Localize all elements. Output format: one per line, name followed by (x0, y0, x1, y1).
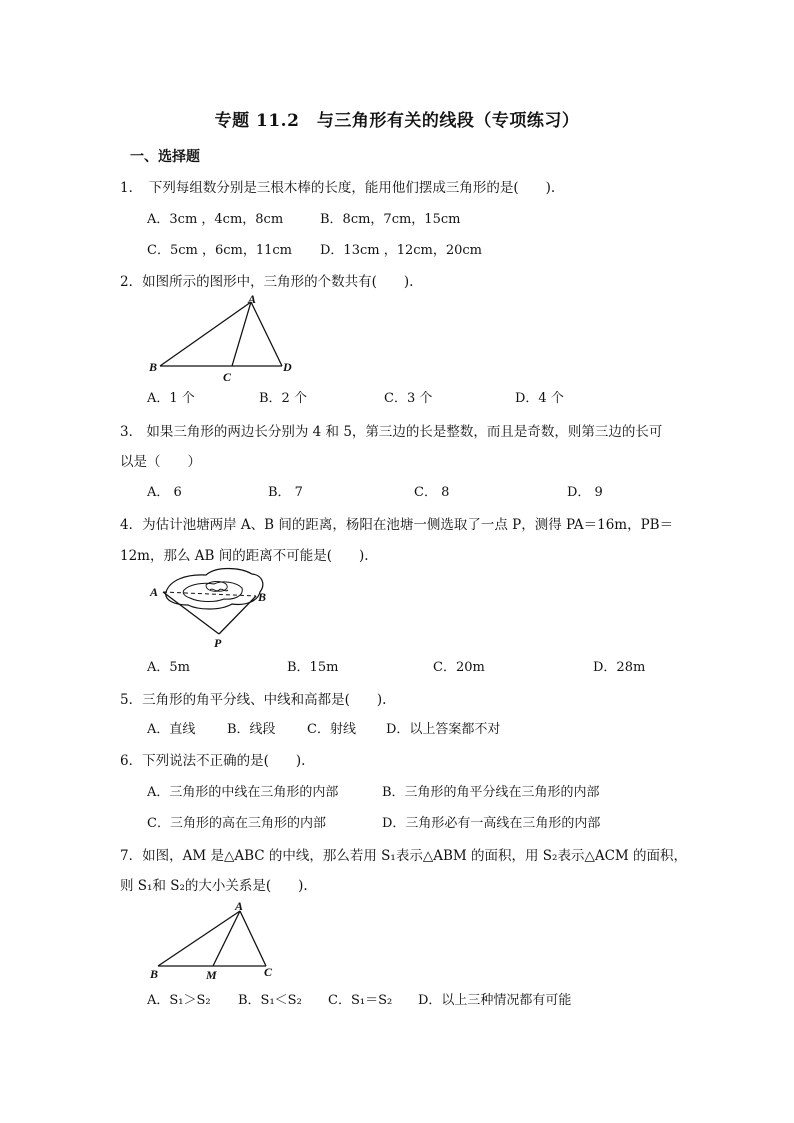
q6-option-a: A．三角形的中线在三角形的内部 (147, 785, 339, 800)
q1-option-d: D．13cm ，12cm，20cm (320, 243, 483, 258)
q2-label-c: C (223, 370, 232, 384)
q5-option-a: A．直线 (147, 722, 196, 737)
q5-option-c: C．射线 (307, 722, 356, 737)
q3-option-b: B． 7 (268, 485, 303, 500)
q7-label-a: A (235, 899, 244, 913)
q4-option-d: D．28m (593, 660, 646, 675)
q1-option-b: B．8cm，7cm，15cm (320, 212, 461, 227)
q3-option-c: C． 8 (414, 485, 450, 500)
q7-option-b: B．S₁＜S₂ (238, 993, 302, 1008)
q3-stem-line1: 3． 如果三角形的两边长分别为 4 和 5，第三边的长是整数，而且是奇数，则第三边的长可 (120, 424, 663, 440)
page-title: 专题 11.2 与三角形有关的线段（专项练习） (214, 111, 580, 131)
q1-option-a: A．3cm ，4cm，8cm (147, 212, 284, 227)
q2-option-c: C．3 个 (384, 391, 433, 406)
q6-option-c: C．三角形的高在三角形的内部 (147, 816, 326, 831)
q3-stem-line2: 以是（ ） (120, 454, 201, 470)
q4-label-a: A (150, 585, 159, 599)
q2-label-b: B (149, 360, 158, 374)
q4-option-b: B．15m (287, 660, 339, 675)
q2-option-d: D．4 个 (515, 391, 564, 406)
q7-option-d: D．以上三种情况都有可能 (418, 993, 572, 1008)
q4-option-c: C．20m (433, 660, 485, 675)
q5-option-d: D．以上答案都不对 (386, 722, 501, 737)
q4-label-b: B (258, 590, 267, 604)
q2-label-d: D (283, 360, 292, 374)
q7-stem-line1: 7．如图，AM 是△ABC 的中线，那么若用 S₁表示△ABM 的面积，用 S₂表示△ACM 的面积， (120, 848, 688, 864)
q4-stem-line1: 4．为估计池塘两岸 A、B 间的距离，杨阳在池塘一侧选取了一点 P，测得 PA＝16m，PB＝ (120, 517, 674, 533)
q4-option-a: A．5m (147, 660, 190, 675)
q2-stem: 2．如图所示的图形中，三角形的个数共有( ). (120, 274, 414, 290)
q4-label-p: P (214, 636, 222, 650)
q6-stem: 6．下列说法不正确的是( ). (120, 753, 306, 769)
q7-label-m: M (206, 968, 217, 982)
q7-option-a: A．S₁＞S₂ (147, 993, 211, 1008)
q7-option-c: C．S₁＝S₂ (328, 993, 393, 1008)
q6-option-b: B．三角形的角平分线在三角形的内部 (382, 785, 600, 800)
q3-option-a: A． 6 (147, 485, 182, 500)
section-heading: 一、选择题 (130, 149, 200, 165)
q7-label-c: C (264, 965, 273, 979)
q3-option-d: D． 9 (567, 485, 603, 500)
q2-option-a: A．1 个 (147, 391, 195, 406)
q1-stem: 1． 下列每组数分别是三根木棒的长度，能用他们摆成三角形的是( ). (120, 180, 556, 196)
q7-label-b: B (150, 967, 159, 981)
q5-option-b: B．线段 (227, 722, 276, 737)
q5-stem: 5．三角形的角平分线、中线和高都是( ). (120, 692, 387, 708)
q2-label-a: A (248, 292, 257, 306)
q1-option-c: C．5cm ，6cm，11cm (147, 243, 292, 258)
q2-option-b: B．2 个 (259, 391, 307, 406)
q7-stem-line2: 则 S₁和 S₂的大小关系是( ). (120, 878, 308, 894)
q4-stem-line2: 12m，那么 AB 间的距离不可能是( ). (120, 548, 369, 564)
q6-option-d: D．三角形必有一高线在三角形的内部 (382, 816, 601, 831)
